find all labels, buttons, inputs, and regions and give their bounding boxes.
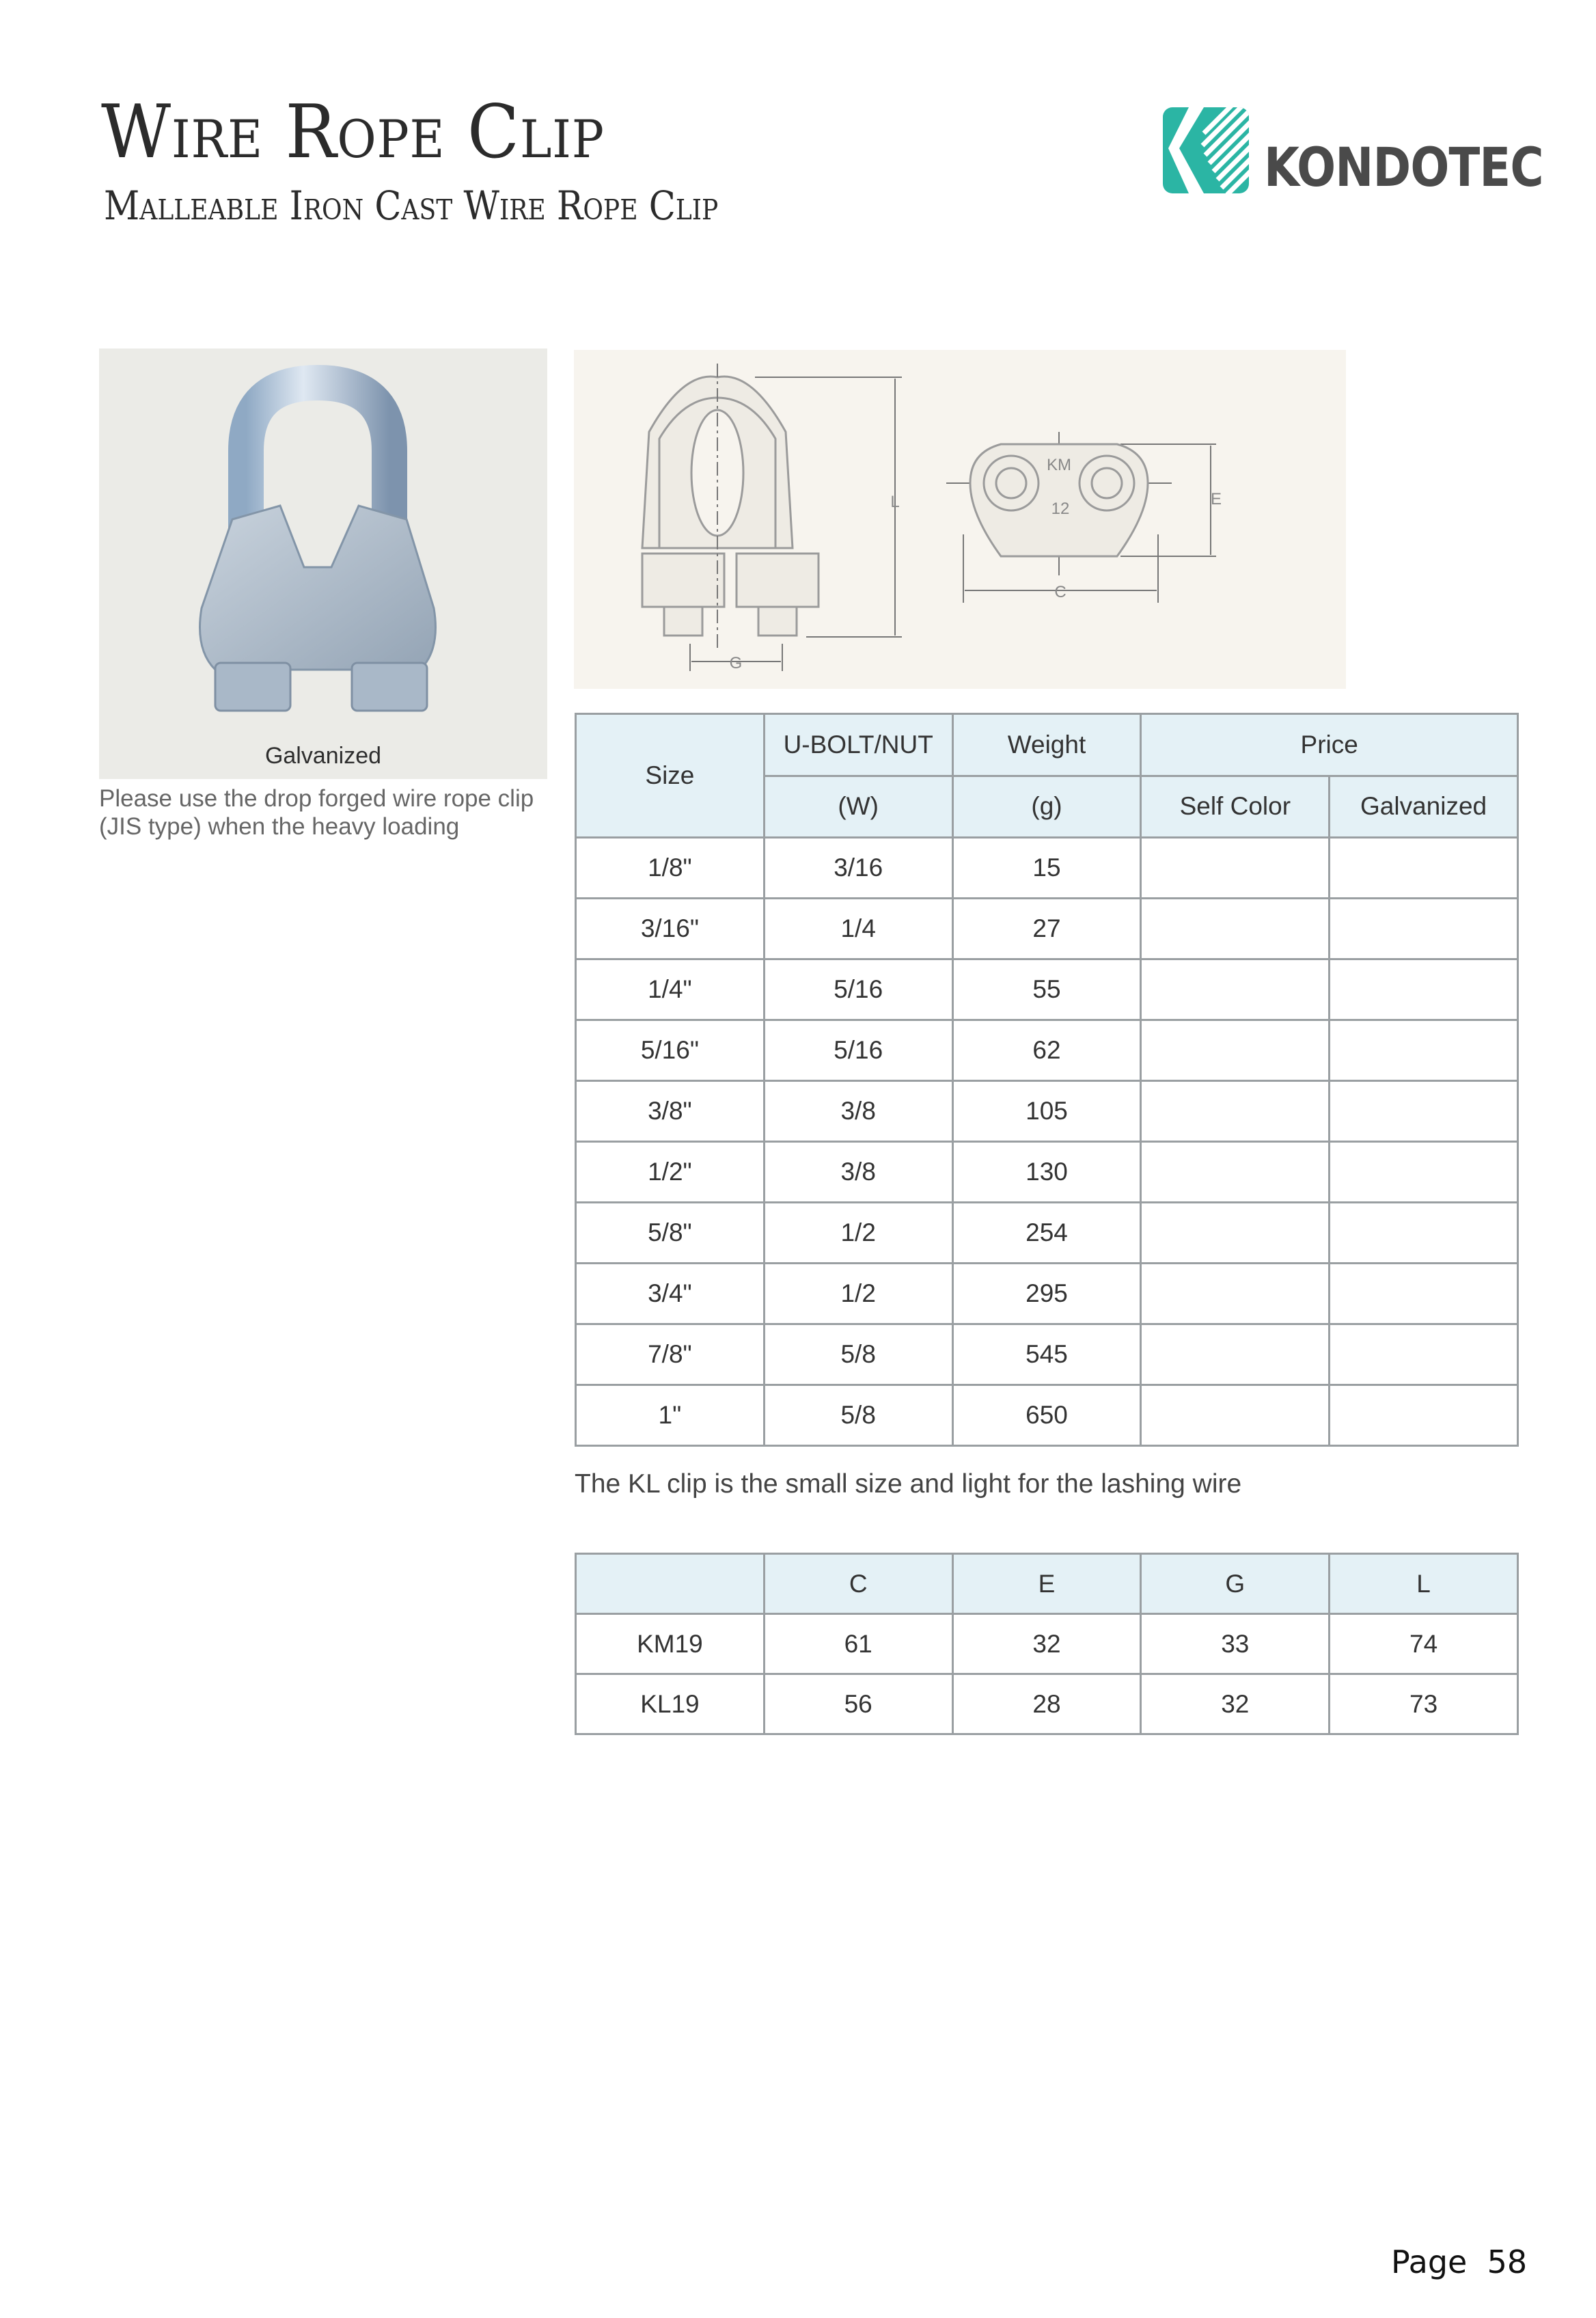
cell-weight: 27	[952, 899, 1141, 959]
product-photo	[99, 349, 547, 779]
dimensions-table	[575, 1553, 1519, 1735]
cell-ubolt: 5/16	[764, 1020, 952, 1081]
cell-price-galvanized	[1330, 959, 1518, 1020]
brand-name: KONDOTEC	[1264, 137, 1543, 199]
header-e: E	[952, 1554, 1141, 1614]
cell-weight: 130	[952, 1142, 1141, 1203]
cell-weight: 105	[952, 1081, 1141, 1142]
spec-table	[575, 713, 1519, 1447]
header-ubolt-unit: (W)	[764, 776, 952, 838]
cell-model: KM19	[576, 1614, 765, 1674]
cell-ubolt: 5/8	[764, 1324, 952, 1385]
cell-e: 28	[952, 1674, 1141, 1734]
cell-price-self-color	[1141, 1081, 1330, 1142]
usage-note: Please use the drop forged wire rope clip (JIS type) when the heavy loading	[99, 785, 534, 840]
dim-label-e: E	[1210, 490, 1222, 508]
header-price: Price	[1141, 714, 1518, 776]
header-self-color: Self Color	[1141, 776, 1330, 838]
cell-price-galvanized	[1330, 1385, 1518, 1446]
header-l: L	[1330, 1554, 1518, 1614]
cell-price-self-color	[1141, 1385, 1330, 1446]
cell-weight: 295	[952, 1264, 1141, 1324]
cell-price-self-color	[1141, 1264, 1330, 1324]
dim-label-c: C	[1054, 583, 1067, 601]
cell-price-galvanized	[1330, 1324, 1518, 1385]
header-galvanized: Galvanized	[1330, 776, 1518, 838]
cell-g: 33	[1141, 1614, 1330, 1674]
cell-ubolt: 1/2	[764, 1203, 952, 1264]
cell-size: 1/2"	[576, 1142, 765, 1203]
cell-c: 61	[764, 1614, 952, 1674]
cell-ubolt: 5/8	[764, 1385, 952, 1446]
cell-weight: 545	[952, 1324, 1141, 1385]
dimension-drawing-icon	[574, 350, 1346, 689]
cell-price-self-color	[1141, 959, 1330, 1020]
header-weight: Weight	[952, 714, 1141, 776]
cell-size: 3/8"	[576, 1081, 765, 1142]
cell-weight: 254	[952, 1203, 1141, 1264]
cell-size: 3/16"	[576, 899, 765, 959]
cell-ubolt: 3/8	[764, 1081, 952, 1142]
header-size: Size	[576, 714, 765, 838]
header-model	[576, 1554, 765, 1614]
cell-size: 1/4"	[576, 959, 765, 1020]
technical-drawing	[574, 350, 1346, 689]
cell-price-self-color	[1141, 1203, 1330, 1264]
cell-weight: 55	[952, 959, 1141, 1020]
table-row	[576, 1614, 1518, 1674]
header-g: G	[1141, 1554, 1330, 1614]
header-weight-unit: (g)	[952, 776, 1141, 838]
cell-price-self-color	[1141, 1324, 1330, 1385]
table-row	[576, 1324, 1518, 1385]
table-row	[576, 1674, 1518, 1734]
table-header-row	[576, 1554, 1518, 1614]
cell-price-galvanized	[1330, 899, 1518, 959]
cell-price-galvanized	[1330, 1203, 1518, 1264]
page-number: Page 58	[1391, 2244, 1528, 2280]
cell-price-galvanized	[1330, 1264, 1518, 1324]
cell-size: 3/4"	[576, 1264, 765, 1324]
table-row	[576, 1020, 1518, 1081]
cell-price-galvanized	[1330, 838, 1518, 899]
kl-clip-note: The KL clip is the small size and light for the lashing wire	[575, 1469, 1242, 1499]
cell-weight: 15	[952, 838, 1141, 899]
cell-price-self-color	[1141, 838, 1330, 899]
cell-ubolt: 3/8	[764, 1142, 952, 1203]
cell-size: 1"	[576, 1385, 765, 1446]
table-row	[576, 1264, 1518, 1324]
cell-ubolt: 3/16	[764, 838, 952, 899]
cell-price-self-color	[1141, 1142, 1330, 1203]
cell-price-self-color	[1141, 1020, 1330, 1081]
cell-l: 73	[1330, 1674, 1518, 1734]
cell-e: 32	[952, 1614, 1141, 1674]
cell-size: 5/16"	[576, 1020, 765, 1081]
cell-price-galvanized	[1330, 1142, 1518, 1203]
table-row	[576, 959, 1518, 1020]
cell-price-self-color	[1141, 899, 1330, 959]
cell-ubolt: 5/16	[764, 959, 952, 1020]
brand-logo	[1161, 106, 1543, 202]
table-row	[576, 838, 1518, 899]
table-row	[576, 899, 1518, 959]
mark-12: 12	[1051, 500, 1070, 518]
cell-c: 56	[764, 1674, 952, 1734]
table-header-row	[576, 714, 1518, 776]
page-subtitle: Malleable Iron Cast Wire Rope Clip	[104, 182, 719, 229]
kondotec-mark-icon	[1161, 106, 1257, 202]
cell-l: 74	[1330, 1614, 1518, 1674]
page-title: Wire Rope Clip	[101, 90, 605, 175]
cell-price-galvanized	[1330, 1020, 1518, 1081]
header-ubolt: U-BOLT/NUT	[764, 714, 952, 776]
photo-caption: Galvanized	[264, 743, 382, 769]
cell-weight: 650	[952, 1385, 1141, 1446]
cell-size: 5/8"	[576, 1203, 765, 1264]
cell-model: KL19	[576, 1674, 765, 1734]
cell-price-galvanized	[1330, 1081, 1518, 1142]
mark-km: KM	[1047, 456, 1071, 474]
table-row	[576, 1385, 1518, 1446]
cell-ubolt: 1/2	[764, 1264, 952, 1324]
header-c: C	[764, 1554, 952, 1614]
table-row	[576, 1203, 1518, 1264]
dim-label-l: L	[890, 493, 900, 511]
cell-g: 32	[1141, 1674, 1330, 1734]
cell-size: 7/8"	[576, 1324, 765, 1385]
cell-weight: 62	[952, 1020, 1141, 1081]
cell-size: 1/8"	[576, 838, 765, 899]
cell-ubolt: 1/4	[764, 899, 952, 959]
dim-label-g: G	[729, 654, 743, 672]
table-row	[576, 1142, 1518, 1203]
wire-rope-clip-photo-icon	[99, 349, 547, 731]
table-row	[576, 1081, 1518, 1142]
